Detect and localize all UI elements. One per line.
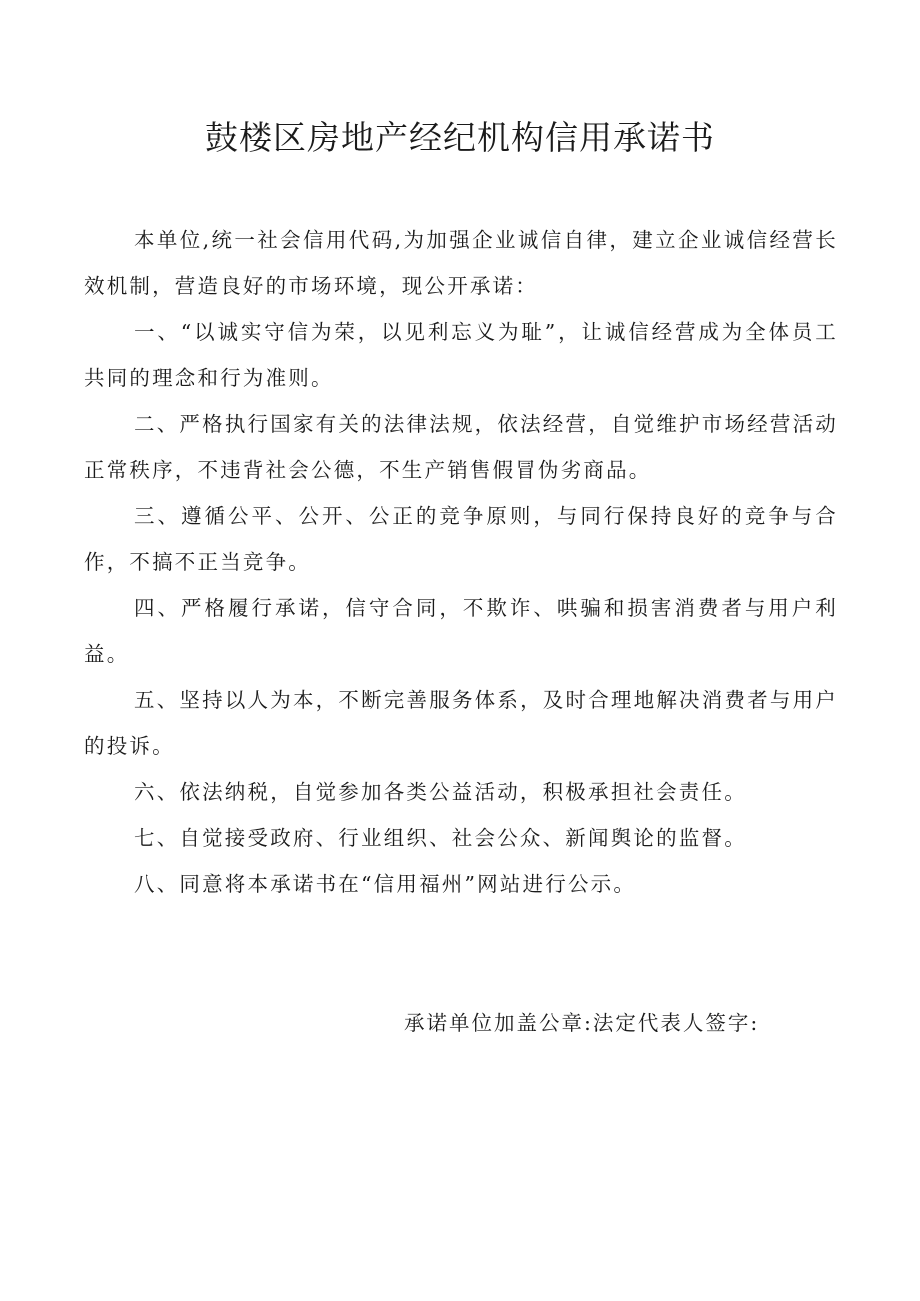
document-title: 鼓楼区房地产经纪机构信用承诺书 — [205, 118, 715, 157]
pledge-item-7: 七、自觉接受政府、行业组织、社会公众、新闻舆论的监督。 — [134, 826, 747, 850]
pledge-item-6: 六、依法纳税，自觉参加各类公益活动，积极承担社会责任。 — [134, 780, 747, 804]
pledge-item-3: 三、遵循公平、公开、公正的竞争原则，与同行保持良好的竞争与合作，不搞不正当竞争。 — [84, 504, 838, 574]
pledge-item-8: 八、同意将本承诺书在“信用福州”网站进行公示。 — [134, 872, 637, 896]
document-body — [84, 217, 838, 907]
pledge-item-4: 四、严格履行承诺，信守合同，不欺诈、哄骗和损害消费者与用户利益。 — [84, 596, 838, 666]
intro-paragraph: 本单位,统一社会信用代码,为加强企业诚信自律，建立企业诚信经营长效机制，营造良好的市场环境，现公开承诺： — [84, 228, 838, 298]
pledge-item-2: 二、严格执行国家有关的法律法规，依法经营，自觉维护市场经营活动正常秩序，不违背社会公德，不生产销售假冒伪劣商品。 — [84, 412, 838, 482]
pledge-item-5: 五、坚持以人为本，不断完善服务体系，及时合理地解决消费者与用户的投诉。 — [84, 688, 838, 758]
signature-line: 承诺单位加盖公章:法定代表人签字: — [404, 1011, 760, 1035]
pledge-item-1: 一、“以诚实守信为荣，以见利忘义为耻”，让诚信经营成为全体员工共同的理念和行为准则。 — [84, 320, 838, 390]
